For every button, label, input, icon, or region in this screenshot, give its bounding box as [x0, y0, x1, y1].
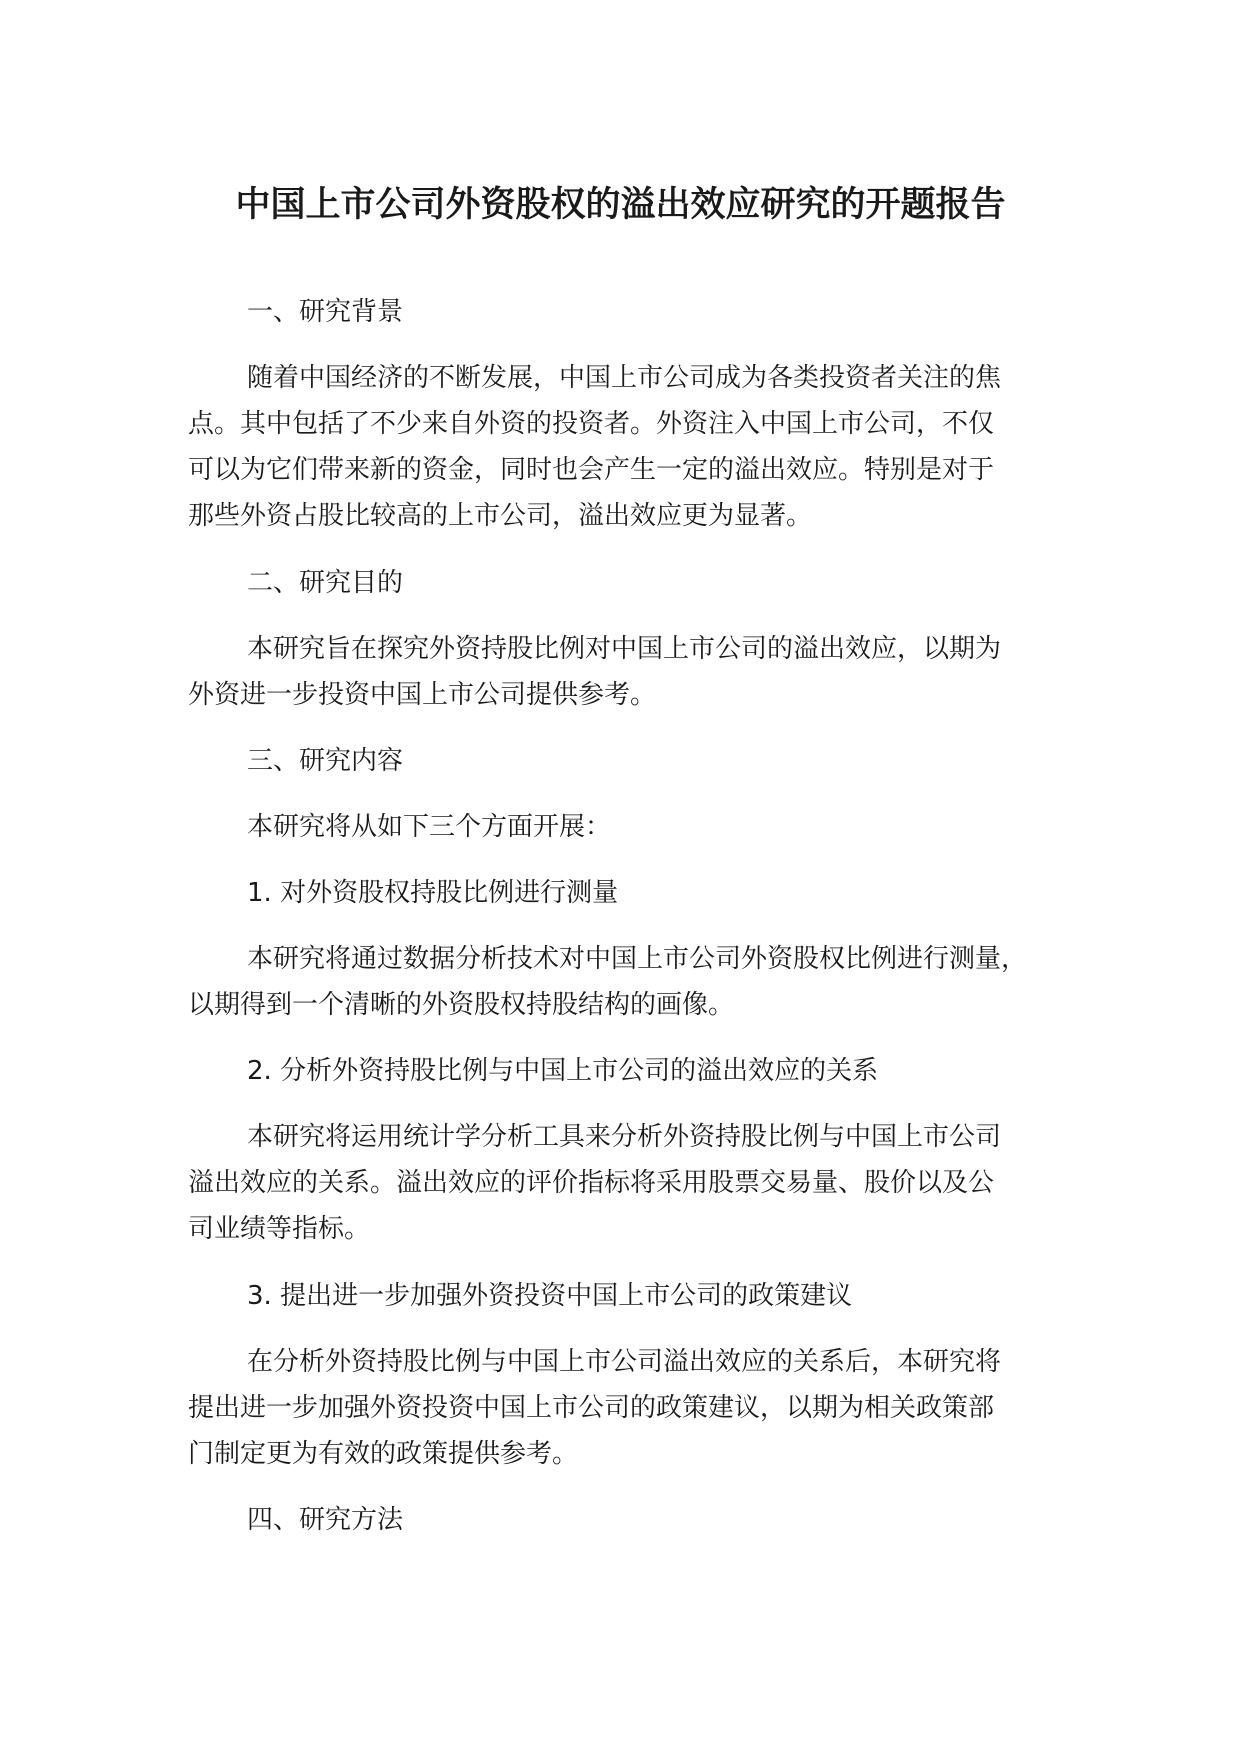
paragraph-line: 随着中国经济的不断发展，中国上市公司成为各类投资者关注的焦: [247, 363, 1002, 393]
paragraph-line: 提出进一步加强外资投资中国上市公司的政策建议，以期为相关政策部: [188, 1393, 995, 1423]
paragraph-line: 可以为它们带来新的资金，同时也会产生一定的溢出效应。特别是对于: [188, 455, 995, 485]
paragraph-line: 本研究旨在探究外资持股比例对中国上市公司的溢出效应，以期为: [247, 634, 1002, 664]
paragraph-line: 以期得到一个清晰的外资股权持股结构的画像。: [188, 990, 735, 1020]
paragraph-line: 那些外资占股比较高的上市公司，溢出效应更为显著。: [188, 501, 813, 531]
paragraph-line: 本研究将从如下三个方面开展：: [247, 812, 612, 842]
paragraph-line: 在分析外资持股比例与中国上市公司溢出效应的关系后，本研究将: [247, 1347, 1002, 1377]
document-title: 中国上市公司外资股权的溢出效应研究的开题报告: [235, 185, 1006, 225]
section-heading-content: 三、研究内容: [247, 746, 404, 776]
subsection-heading: 1. 对外资股权持股比例进行测量: [247, 878, 619, 908]
subsection-heading: 2. 分析外资持股比例与中国上市公司的溢出效应的关系: [247, 1056, 879, 1086]
paragraph-line: 点。其中包括了不少来自外资的投资者。外资注入中国上市公司，不仅: [188, 409, 995, 439]
paragraph-line: 外资进一步投资中国上市公司提供参考。: [188, 680, 657, 710]
paragraph-line: 溢出效应的关系。溢出效应的评价指标将采用股票交易量、股价以及公: [188, 1168, 995, 1198]
section-heading-background: 一、研究背景: [247, 297, 404, 327]
paragraph-line: 本研究将通过数据分析技术对中国上市公司外资股权比例进行测量，: [247, 944, 1028, 974]
paragraph-line: 本研究将运用统计学分析工具来分析外资持股比例与中国上市公司: [247, 1122, 1002, 1152]
paragraph-line: 司业绩等指标。: [188, 1214, 371, 1244]
section-heading-purpose: 二、研究目的: [247, 568, 404, 598]
section-heading-method: 四、研究方法: [247, 1505, 404, 1535]
subsection-heading: 3. 提出进一步加强外资投资中国上市公司的政策建议: [247, 1281, 853, 1311]
paragraph-line: 门制定更为有效的政策提供参考。: [188, 1439, 579, 1469]
